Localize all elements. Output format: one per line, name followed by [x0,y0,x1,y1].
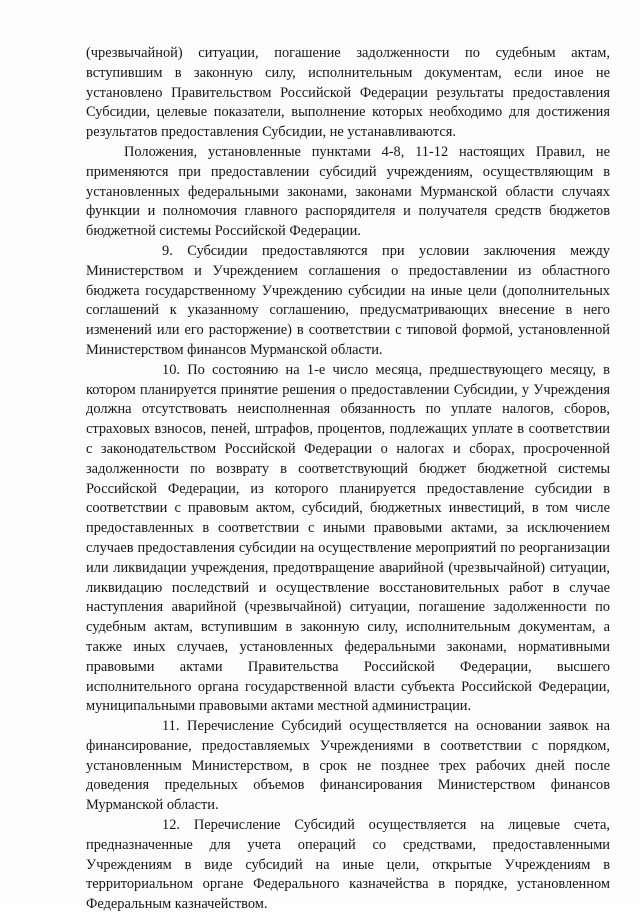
document-body [86,44,610,915]
paragraph-continuation [86,44,610,143]
paragraph-text: (чрезвычайной) ситуации, погашение задолженности по судебным актам, вступившим в законную силу, исполнительным документам, если иное не установлено Правительством Российской Федерации результаты предоставления Субсидии, целевые показатели, выполнение которых необходимо для достижения результатов предоставления Субсидии, не устанавливаются. [86,45,610,141]
paragraph-text: По состоянию на 1-е число месяца, предшествующего месяцу, в котором планируется принятие решения о предоставлении Субсидии, у Учреждения должна отсутствовать неисполненная обязанность по уплате налогов, сборов, страховых взносов, пеней, штрафов, процентов, подлежащих уплате в соответствии с законодательством Российской Федерации о налогах и сборах, просроченной задолженности по возврату в соответствующий бюджет бюджетной системы Российской Федерации, из которого планируется предоставление субсидии в соответствии с правовым актом, субсидий, бюджетных инвестиций, в том числе предоставленных в соответствии с иными правовыми актами, за исключением случаев предоставления субсидии на осуществление мероприятий по реорганизации или ликвидации учреждения, предотвращение аварийной (чрезвычайной) ситуации, ликвидацию последствий и осуществление восстановительных работ в случае наступления аварийной (чрезвычайной) ситуации, погашение задолженности по судебным актам, вступившим в законную силу, исполнительным документам, а также иных случаев, установленных федеральными законами, нормативными правовыми актами Правительства Российской Федерации, высшего исполнительного органа государственной власти субъекта Российской Федерации, муниципальными правовыми актами местной администрации. [86,361,610,715]
paragraph-number: 9. [162,242,173,259]
paragraph-number: 12. [162,817,180,834]
paragraph-provisions [86,143,610,242]
paragraph-number: 10. [162,361,180,378]
paragraph-9 [86,242,610,361]
paragraph-text: Перечисление Субсидий осуществляется на лицевые счета, предназначенные для учета операций со средствами, предоставленными Учреждениям в виде субсидий на иные цели, открытые Учреждениям в территориальном органе Федерального казначейства в порядке, установленном Федеральным казначейством. [86,817,610,913]
paragraph-11 [86,717,610,816]
paragraph-text: Субсидии предоставляются при условии заключения между Министерством и Учреждением соглашения о предоставлении из областного бюджета государственному Учреждению субсидии на иные цели (дополнительных соглашений к указанному соглашению, предусматривающих внесение в него изменений или его расторжение) в соответствии с типовой формой, установленной Министерством финансов Мурманской области. [86,242,610,358]
paragraph-text: Положения, установленные пунктами 4-8, 11-12 настоящих Правил, не применяются при предоставлении субсидий учреждениям, осуществляющим в установленных федеральными законами, законами Мурманской области случаях функции и полномочия главного распорядителя и получателя средств бюджетов бюджетной системы Российской Федерации. [86,143,610,240]
paragraph-10 [86,361,610,717]
paragraph-number: 11. [162,718,180,735]
paragraph-12 [86,816,610,915]
paragraph-text: Перечисление Субсидий осуществляется на основании заявок на финансирование, предоставляемых Учреждениями в соответствии с порядком, установленным Министерством, в срок не позднее трех рабочих дней после доведения предельных объемов финансирования Министерством финансов Мурманской области. [86,718,610,814]
